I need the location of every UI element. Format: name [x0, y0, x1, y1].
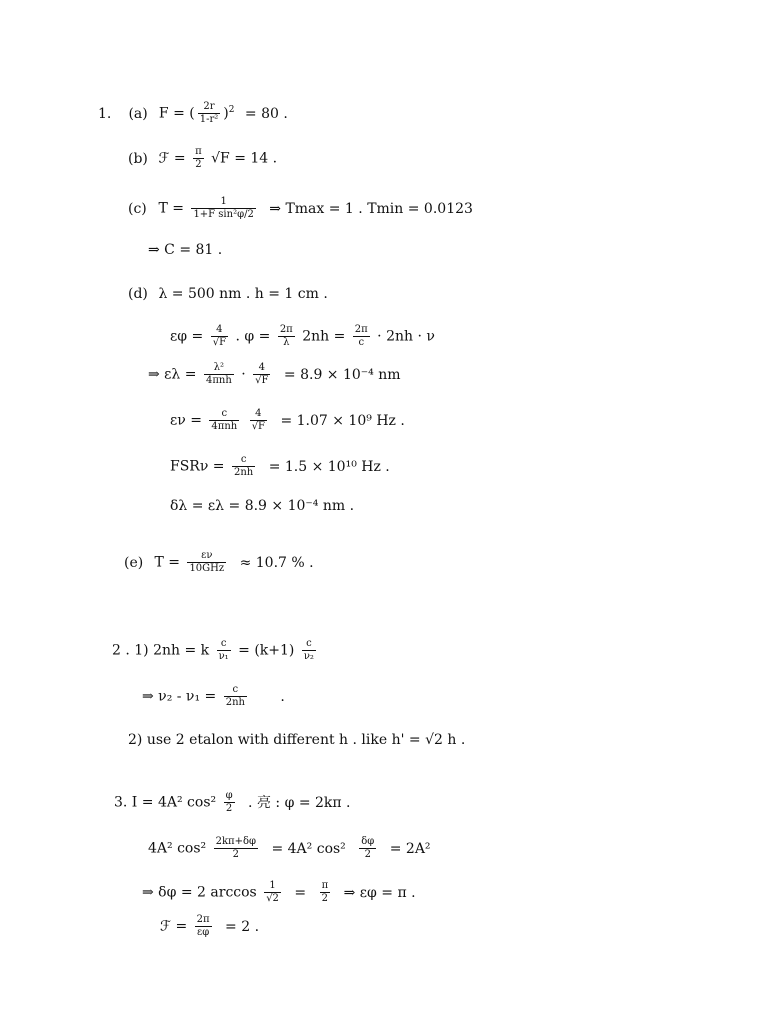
- denominator: 2: [214, 848, 258, 861]
- fraction: [278, 324, 295, 349]
- problem-number: 1.: [98, 105, 112, 122]
- numerator: c: [306, 638, 312, 649]
- p2-l1-line: [112, 638, 319, 663]
- period: .: [280, 688, 285, 705]
- denominator: 2nh: [225, 697, 245, 708]
- fraction: [214, 836, 258, 861]
- fraction: [232, 454, 255, 479]
- denominator: 2: [359, 848, 376, 861]
- equation-rhs: = 2A²: [389, 840, 431, 857]
- paren: (: [189, 105, 195, 122]
- p1-a-line: [98, 100, 294, 126]
- p2-l3-line: 2) use 2 etalon with different h . like h' = √2 h .: [128, 732, 466, 748]
- denominator: c: [353, 336, 370, 349]
- denominator: √2: [266, 893, 279, 904]
- equation-middle: = 4A² cos²: [271, 840, 346, 857]
- fraction: [195, 914, 212, 939]
- equation-rhs: = 2 .: [225, 918, 260, 935]
- p1-d1-line: [170, 324, 435, 349]
- numerator: 2r: [203, 101, 215, 113]
- equation-rhs: ⇒ εφ = π .: [343, 884, 416, 901]
- denominator: ν₁: [218, 651, 229, 662]
- p1-c2-line: ⇒ C = 81 .: [148, 242, 223, 258]
- equation-lhs: εν =: [170, 412, 202, 429]
- numerator: 2π: [354, 324, 368, 335]
- part-label: (d): [128, 286, 148, 302]
- denominator: √F: [255, 375, 269, 386]
- paren: ): [223, 105, 229, 122]
- fraction: [209, 408, 239, 433]
- equation-rhs: ≈ 10.7 % .: [239, 554, 314, 571]
- equation-lhs: F =: [158, 105, 185, 122]
- numerator: δφ: [361, 836, 375, 847]
- equation-rhs: = 80 .: [244, 105, 288, 122]
- equation-lhs: T =: [154, 554, 180, 571]
- equation-lhs: 4A² cos²: [148, 840, 207, 857]
- denominator: √F: [212, 337, 227, 348]
- p1-e-line: [124, 550, 320, 575]
- equation-lhs: ℱ =: [158, 150, 186, 167]
- p2-l2-line: [142, 684, 291, 709]
- numerator: εν: [201, 550, 213, 561]
- denominator: 2: [224, 802, 235, 815]
- denominator: ν₂: [303, 651, 314, 662]
- equation-rhs: ⇒ Tmax = 1 . Tmin = 0.0123: [269, 200, 473, 217]
- p1-d5-line: δλ = ελ = 8.9 × 10⁻⁴ nm .: [170, 498, 355, 514]
- given-values: λ = 500 nm . h = 1 cm .: [158, 286, 328, 302]
- fraction: [224, 684, 247, 709]
- fraction: [211, 324, 228, 349]
- fraction: [353, 324, 370, 349]
- equation-middle: 2nh =: [302, 328, 346, 345]
- equation-middle: =: [294, 884, 307, 901]
- fraction: [193, 146, 204, 171]
- equation-lhs: ⇒ δφ = 2 arccos: [142, 884, 257, 901]
- p1-b-line: [128, 146, 277, 171]
- equation-rhs: = 1.07 × 10⁹ Hz .: [280, 412, 405, 429]
- denominator: 2: [320, 892, 331, 905]
- denominator: 2nh: [234, 467, 254, 478]
- denominator: εφ: [195, 926, 212, 939]
- numerator: c: [232, 684, 239, 695]
- equation-lhs: εφ =: [170, 328, 204, 345]
- fraction: [302, 638, 316, 663]
- part-label: (a): [128, 105, 148, 122]
- numerator: 1: [269, 880, 276, 891]
- denominator: 4πnh: [205, 375, 232, 386]
- denominator: 1-r²: [199, 114, 219, 126]
- numerator: φ: [225, 790, 233, 801]
- equation-lhs: ⇒ ν₂ - ν₁ =: [142, 688, 217, 705]
- fraction: [224, 790, 235, 815]
- equation-rhs: · 2nh · ν: [377, 328, 435, 345]
- equation-rhs: = 8.9 × 10⁻⁴ nm: [283, 366, 401, 383]
- numerator: 4: [216, 324, 223, 335]
- numerator: 4: [258, 362, 265, 373]
- fraction: [264, 880, 281, 905]
- fraction: [250, 408, 267, 433]
- equation-lhs: 2 . 1) 2nh = k: [112, 642, 210, 659]
- equation-middle: = (k+1): [238, 642, 295, 659]
- p1-d2-line: [148, 362, 407, 387]
- numerator: c: [220, 638, 227, 649]
- equation-lhs: 3. I = 4A² cos²: [114, 794, 217, 811]
- exponent: 2: [228, 105, 235, 115]
- part-label: (e): [124, 554, 144, 571]
- fraction: [187, 550, 226, 575]
- equation-lhs: T =: [158, 200, 184, 217]
- multiply-dot: ·: [241, 366, 246, 383]
- p1-d-line: [128, 284, 328, 304]
- numerator: 1: [220, 196, 227, 207]
- part-label: (c): [128, 200, 147, 217]
- numerator: c: [221, 408, 228, 419]
- fraction: [359, 836, 376, 861]
- p3-l4-line: [160, 914, 265, 939]
- numerator: π: [321, 880, 329, 891]
- numerator: 2kπ+δφ: [215, 836, 257, 847]
- denominator: 2: [193, 158, 204, 171]
- fraction: [198, 101, 221, 126]
- denominator: 1+F sin²φ/2: [193, 209, 254, 220]
- fraction: [217, 638, 231, 663]
- equation-middle: . φ =: [235, 328, 271, 345]
- equation-lhs: ⇒ ελ =: [148, 366, 197, 383]
- p1-d3-line: [170, 408, 411, 433]
- numerator: π: [195, 146, 202, 157]
- denominator: √F: [251, 421, 265, 432]
- numerator: c: [240, 454, 247, 465]
- p3-l3-line: [142, 880, 422, 905]
- fraction: [253, 362, 270, 387]
- equation-rhs: . 亮 : φ = 2kπ .: [248, 794, 351, 811]
- equation-lhs: ℱ =: [160, 918, 188, 935]
- p1-d4-line: [170, 454, 396, 479]
- denominator: 10GHz: [189, 563, 225, 574]
- equation-rhs: = 1.5 × 10¹⁰ Hz .: [268, 458, 390, 475]
- fraction: [320, 880, 331, 905]
- equation-lhs: FSRν =: [170, 458, 225, 475]
- part-label: (b): [128, 150, 148, 167]
- numerator: 4: [255, 408, 262, 419]
- numerator: 2π: [196, 914, 210, 925]
- numerator: 2π: [279, 324, 293, 335]
- denominator: 4πnh: [211, 421, 238, 432]
- p1-c-line: [128, 196, 479, 221]
- denominator: λ: [278, 336, 295, 349]
- p3-l2-line: [148, 836, 437, 861]
- fraction: [204, 362, 234, 387]
- p3-l1-line: [114, 790, 357, 815]
- fraction: [191, 196, 255, 221]
- equation-rhs: √F = 14 .: [211, 150, 278, 167]
- numerator: λ²: [213, 362, 225, 373]
